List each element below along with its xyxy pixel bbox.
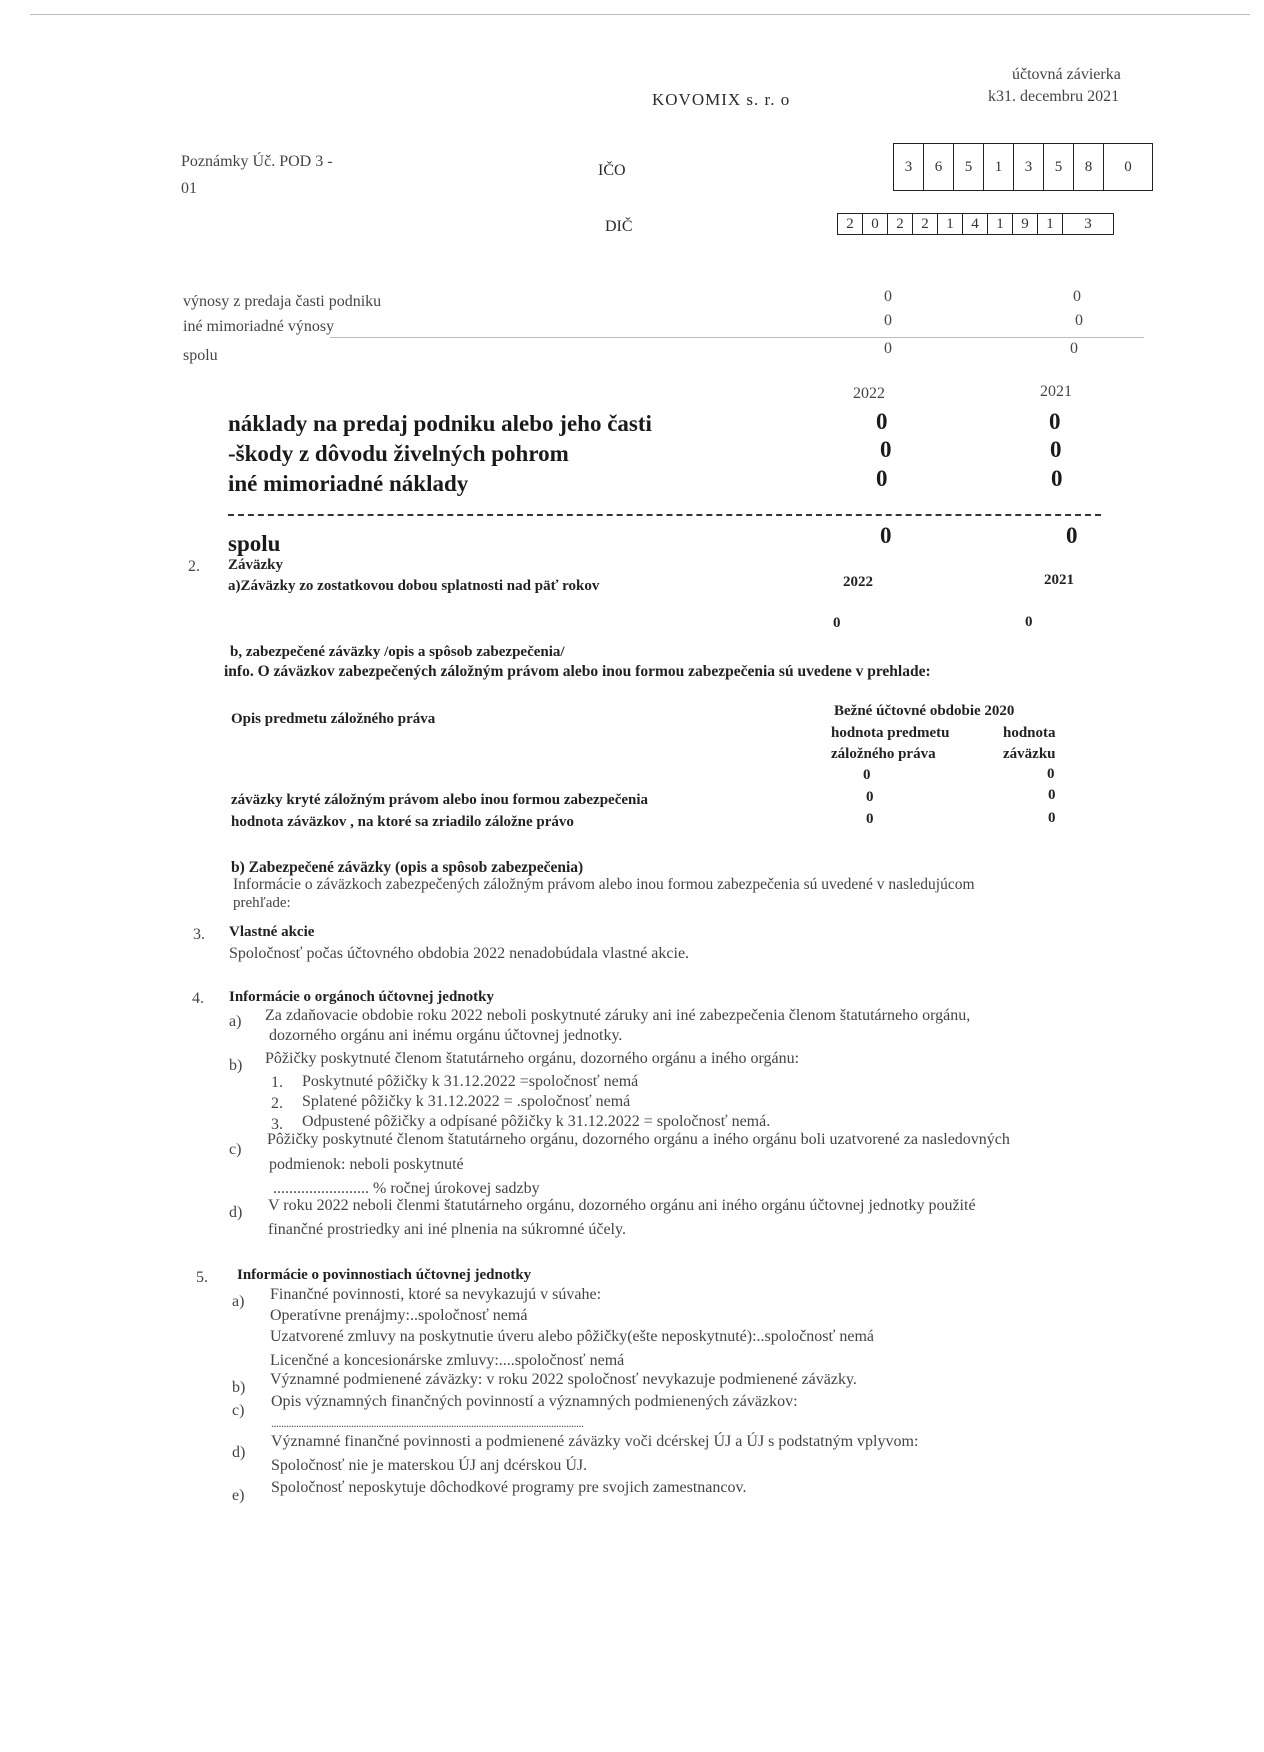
ico-label: IČO xyxy=(598,162,626,179)
section-5-c-mark: c) xyxy=(232,1402,245,1419)
pledge-first-value-2: 0 xyxy=(1047,766,1055,782)
income-divider xyxy=(330,337,1144,338)
section-5-d-text-2: Spoločnosť nie je materskou ÚJ anj dcérskou ÚJ. xyxy=(271,1457,588,1474)
dic-digit: 3 xyxy=(1084,216,1092,232)
section-4-b-mark: b) xyxy=(229,1057,243,1074)
section-4-c-text: Pôžičky poskytnuté členom štatutárneho orgánu, dozorného orgánu a iného orgánu boli uzatvorené za nasledovných xyxy=(267,1131,1010,1148)
income-total-2021: 0 xyxy=(1070,340,1078,357)
dic-digit: 4 xyxy=(963,214,988,234)
liability-value-header-2: záväzku xyxy=(1003,746,1056,762)
document-type: účtovná závierka xyxy=(1012,66,1121,83)
pledge-value-header-2: záložného práva xyxy=(831,746,936,762)
pledge-value-header: hodnota predmetu xyxy=(831,725,950,741)
pledge-row-label: záväzky kryté záložným právom alebo inou formou zabezpečenia xyxy=(231,792,649,808)
liability-value-header: hodnota xyxy=(1003,725,1056,741)
income-total-2022: 0 xyxy=(884,340,892,357)
section-5-d-text: Významné finančné povinnosti a podmienené záväzky voči dcérskej ÚJ a ÚJ s podstatným vplyvom: xyxy=(271,1433,919,1450)
ico-digit: 6 xyxy=(924,144,954,190)
income-row-label: iné mimoriadné výnosy xyxy=(183,318,335,335)
pledge-row-value-1: 0 xyxy=(866,811,874,827)
license-contracts: Licenčné a koncesionárske zmluvy:....spoločnosť nemá xyxy=(270,1352,625,1369)
cost-row-2021: 0 xyxy=(1049,409,1061,434)
loan-item-text: Splatené pôžičky k 31.12.2022 = .spoločnosť nemá xyxy=(302,1093,631,1110)
dic-digit: 2 xyxy=(838,214,863,234)
cost-total-label: spolu xyxy=(228,531,281,556)
pledge-subject-label: Opis predmetu záložného práva xyxy=(231,711,436,727)
cost-row-2021: 0 xyxy=(1051,466,1063,491)
section-3-title: Vlastné akcie xyxy=(229,924,315,940)
secured-liabilities-title: b) Zabezpečené záväzky (opis a spôsob zabezpečenia) xyxy=(231,859,584,876)
section-3-text: Spoločnosť počas účtovného obdobia 2022 nenadobúdala vlastné akcie. xyxy=(229,945,690,962)
section-4-c-mark: c) xyxy=(229,1141,242,1158)
income-row-label: výnosy z predaja časti podniku xyxy=(183,293,382,310)
section-5-a-text: Finančné povinnosti, ktoré sa nevykazujú v súvahe: xyxy=(270,1286,602,1303)
section-5-e-mark: e) xyxy=(232,1487,245,1504)
section-2-number: 2. xyxy=(188,558,200,575)
dic-digit: 0 xyxy=(863,214,888,234)
ico-digit: 3 xyxy=(894,144,924,190)
cost-row-label: -škody z dôvodu živelných pohrom xyxy=(228,441,569,466)
loan-item-number: 3. xyxy=(271,1116,283,1133)
cost-row-label: iné mimoriadné náklady xyxy=(228,471,469,496)
section-5-title: Informácie o povinnostiach účtovnej jednotky xyxy=(237,1267,532,1283)
section-4-a-text: Za zdaňovacie obdobie roku 2022 neboli poskytnuté záruky ani iné zabezpečenia členom štatutárneho orgánu, xyxy=(265,1007,971,1024)
section-4-c-text-3: ........................ % ročnej úrokovej sadzby xyxy=(273,1180,540,1197)
ico-digit: 8 xyxy=(1074,144,1104,190)
income-row-2022: 0 xyxy=(884,288,892,305)
company-name: KOVOMIX s. r. o xyxy=(652,90,791,109)
section-5-c-text: Opis významných finančných povinností a významných podmienených záväzkov: xyxy=(271,1393,798,1410)
dic-digit: 1 xyxy=(1038,214,1063,234)
operating-leases: Operatívne prenájmy:..spoločnosť nemá xyxy=(270,1307,528,1324)
loan-item-text: Odpustené pôžičky a odpísané pôžičky k 31.12.2022 = spoločnosť nemá. xyxy=(302,1113,771,1130)
section-4-d-text: V roku 2022 neboli členmi štatutárneho orgánu, dozorného orgánu ani iného orgánu účtovnej jednotky použité xyxy=(268,1197,976,1214)
pledge-row-value-1: 0 xyxy=(866,789,874,805)
section-5-b-text: Významné podmienené záväzky: v roku 2022 spoločnosť nevykazuje podmienené záväzky. xyxy=(270,1371,857,1388)
cost-year-2022: 2022 xyxy=(853,385,885,402)
dic-digit: 2 xyxy=(913,214,938,234)
ico-boxes xyxy=(893,143,1153,191)
pledge-first-value: 0 xyxy=(863,767,871,783)
pledge-row-value-2: 0 xyxy=(1048,787,1056,803)
income-total-label: spolu xyxy=(183,347,218,364)
cost-row-2021: 0 xyxy=(1050,437,1062,462)
document-date: k31. decembru 2021 xyxy=(988,88,1120,105)
section-5-e-text: Spoločnosť neposkytuje dôchodkové programy pre svojich zamestnancov. xyxy=(271,1479,747,1496)
loan-item-text: Poskytnuté pôžičky k 31.12.2022 =spoločnosť nemá xyxy=(302,1073,639,1090)
dic-digit: 2 xyxy=(888,214,913,234)
loan-contracts: Uzatvorené zmluvy na poskytnutie úveru alebo pôžičky(ešte neposkytnuté):..spoločnosť nemá xyxy=(270,1328,874,1345)
section-3-number: 3. xyxy=(193,926,205,943)
liabilities-a-2021: 0 xyxy=(1025,614,1033,630)
liabilities-a-2022: 0 xyxy=(833,615,841,631)
section-4-c-text-2: podmienok: neboli poskytnuté xyxy=(269,1156,464,1173)
dic-label: DIČ xyxy=(605,218,633,235)
liabilities-info-text: info. O záväzkov zabezpečených záložným právom alebo inou formou zabezpečenia sú uvedene v prehlade: xyxy=(224,663,931,680)
dic-boxes xyxy=(837,213,1114,235)
liabilities-year-2022: 2022 xyxy=(843,574,873,590)
income-row-2022: 0 xyxy=(884,312,892,329)
section-4-d-text-2: finančné prostriedky ani iné plnenia na súkromné účely. xyxy=(268,1221,626,1238)
section-5-b-mark: b) xyxy=(232,1379,246,1396)
liabilities-year-2021: 2021 xyxy=(1044,572,1074,588)
cost-dashed-divider xyxy=(228,514,1101,516)
notes-reference-suffix: 01 xyxy=(181,180,197,197)
cost-row-2022: 0 xyxy=(876,466,888,491)
cost-row-2022: 0 xyxy=(880,437,892,462)
liabilities-a-text: a)Záväzky zo zostatkovou dobou splatnosti nad päť rokov xyxy=(228,578,600,594)
pledge-row-value-2: 0 xyxy=(1048,810,1056,826)
cost-row-2022: 0 xyxy=(876,409,888,434)
pledge-row-label: hodnota záväzkov , na ktoré sa zriadilo záložne právo xyxy=(231,814,574,830)
loan-item-number: 1. xyxy=(271,1074,283,1091)
income-row-2021: 0 xyxy=(1073,288,1081,305)
section-4-b-text: Pôžičky poskytnuté členom štatutárneho orgánu, dozorného orgánu a iného orgánu: xyxy=(265,1050,800,1067)
section-5-d-mark: d) xyxy=(232,1444,246,1461)
ico-digit: 5 xyxy=(954,144,984,190)
ico-digit: 0 xyxy=(1124,159,1132,175)
liabilities-b-text: b, zabezpečené záväzky /opis a spôsob zabezpečenia/ xyxy=(230,644,565,660)
section-4-title: Informácie o orgánoch účtovnej jednotky xyxy=(229,989,494,1005)
dic-digit: 1 xyxy=(938,214,963,234)
period-header: Bežné účtovné obdobie 2020 xyxy=(834,703,1015,719)
ico-digit: 3 xyxy=(1014,144,1044,190)
section-4-a-mark: a) xyxy=(229,1013,242,1030)
secured-liabilities-text: Informácie o záväzkoch zabezpečených záložným právom alebo inou formou zabezpečenia sú uvedené v nasledujúcom xyxy=(233,876,975,893)
section-4-number: 4. xyxy=(192,990,204,1007)
cost-year-2021: 2021 xyxy=(1040,383,1072,400)
scan-top-line xyxy=(30,14,1250,15)
section-5-number: 5. xyxy=(196,1269,208,1286)
dic-digit: 9 xyxy=(1013,214,1038,234)
section-4-d-mark: d) xyxy=(229,1204,243,1221)
cost-row-label: náklady na predaj podniku alebo jeho časti xyxy=(228,411,652,436)
ico-digit: 1 xyxy=(984,144,1014,190)
ico-digit: 5 xyxy=(1044,144,1074,190)
section-5-c-dots: ............................................................................................................................. xyxy=(271,1416,584,1430)
section-4-a-text-2: dozorného orgánu ani inému orgánu účtovnej jednotky. xyxy=(269,1027,623,1044)
dic-digit: 1 xyxy=(988,214,1013,234)
secured-liabilities-text-2: prehľade: xyxy=(233,895,291,911)
section-5-a-mark: a) xyxy=(232,1293,245,1310)
section-2-title: Záväzky xyxy=(228,557,284,573)
cost-total-2022: 0 xyxy=(880,523,892,548)
loan-item-number: 2. xyxy=(271,1095,283,1112)
income-row-2021: 0 xyxy=(1075,312,1083,329)
cost-total-2021: 0 xyxy=(1066,523,1078,548)
notes-reference: Poznámky Úč. POD 3 - xyxy=(181,153,333,170)
